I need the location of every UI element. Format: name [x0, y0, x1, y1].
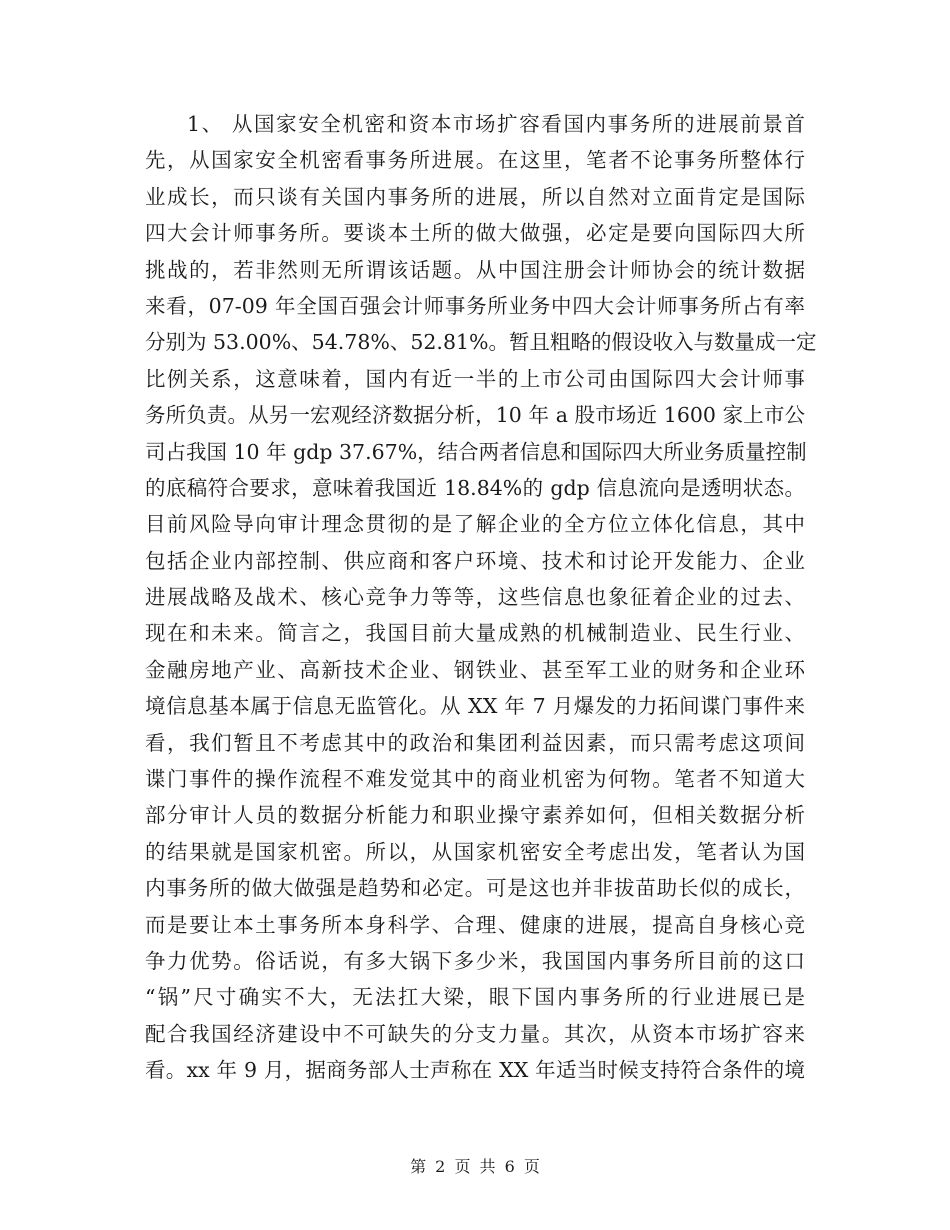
- text-line: 进展战略及战术、核心竞争力等等，这些信息也象征着企业的过去、: [145, 585, 805, 610]
- text-line: 先，从国家安全机密看事务所进展。在这里，笔者不论事务所整体行: [145, 148, 805, 173]
- body-paragraph: [145, 106, 817, 1089]
- text-line: 1、 从国家安全机密和资本市场扩容看国内事务所的进展前景首: [187, 112, 805, 136]
- text-line: 看，我们暂且不考虑其中的政治和集团利益因素，而只需考虑这项间: [145, 730, 805, 755]
- text-line: 配合我国经济建设中不可缺失的分支力量。其次，从资本市场扩容来: [145, 1021, 805, 1046]
- text-line: 而是要让本土事务所本身科学、合理、健康的进展，提高自身核心竞: [145, 912, 805, 937]
- text-line: 的结果就是国家机密。所以，从国家机密安全考虑出发，笔者认为国: [145, 839, 805, 864]
- text-line: 目前风险导向审计理念贯彻的是了解企业的全方位立体化信息，其中: [145, 512, 805, 537]
- text-line: 争力优势。俗话说，有多大锅下多少米，我国国内事务所目前的这口: [145, 948, 805, 973]
- page-number-footer: 第 2 页 共 6 页: [410, 1157, 540, 1176]
- text-line: 部分审计人员的数据分析能力和职业操守素养如何，但相关数据分析: [145, 803, 805, 828]
- text-line: 来看，07-09 年全国百强会计师事务所业务中四大会计师事务所占有率: [145, 293, 805, 318]
- text-line: 看。xx 年 9 月，据商务部人士声称在 XX 年适当时候支持符合条件的境: [145, 1058, 805, 1083]
- text-line: 务所负责。从另一宏观经济数据分析，10 年 a 股市场近 1600 家上市公: [145, 403, 805, 428]
- text-line: 分别为 53.00%、54.78%、52.81%。暂且粗略的假设收入与数量成一定: [145, 330, 817, 355]
- text-line: 业成长，而只谈有关国内事务所的进展，所以自然对立面肯定是国际: [145, 184, 805, 209]
- text-line: 境信息基本属于信息无监管化。从 XX 年 7 月爆发的力拓间谍门事件来: [145, 694, 805, 719]
- text-line: 金融房地产业、高新技术企业、钢铁业、甚至军工业的财务和企业环: [145, 657, 805, 682]
- text-line: 谍门事件的操作流程不难发觉其中的商业机密为何物。笔者不知道大: [145, 767, 805, 792]
- text-line: 挑战的，若非然则无所谓该话题。从中国注册会计师协会的统计数据: [145, 257, 805, 282]
- text-line: “锅”尺寸确实不大，无法扛大梁，眼下国内事务所的行业进展已是: [145, 985, 805, 1010]
- text-line: 比例关系，这意味着，国内有近一半的上市公司由国际四大会计师事: [145, 366, 805, 391]
- text-line: 四大会计师事务所。要谈本土所的做大做强，必定是要向国际四大所: [145, 221, 805, 246]
- text-line: 的底稿符合要求，意味着我国近 18.84%的 gdp 信息流向是透明状态。: [145, 475, 805, 500]
- text-line: 现在和未来。简言之，我国目前大量成熟的机械制造业、民生行业、: [145, 621, 805, 646]
- text-line: 内事务所的做大做强是趋势和必定。可是这也并非拔苗助长似的成长，: [145, 876, 805, 901]
- text-line: 包括企业内部控制、供应商和客户环境、技术和讨论开发能力、企业: [145, 548, 805, 573]
- text-line: 司占我国 10 年 gdp 37.67%，结合两者信息和国际四大所业务质量控制: [145, 439, 807, 464]
